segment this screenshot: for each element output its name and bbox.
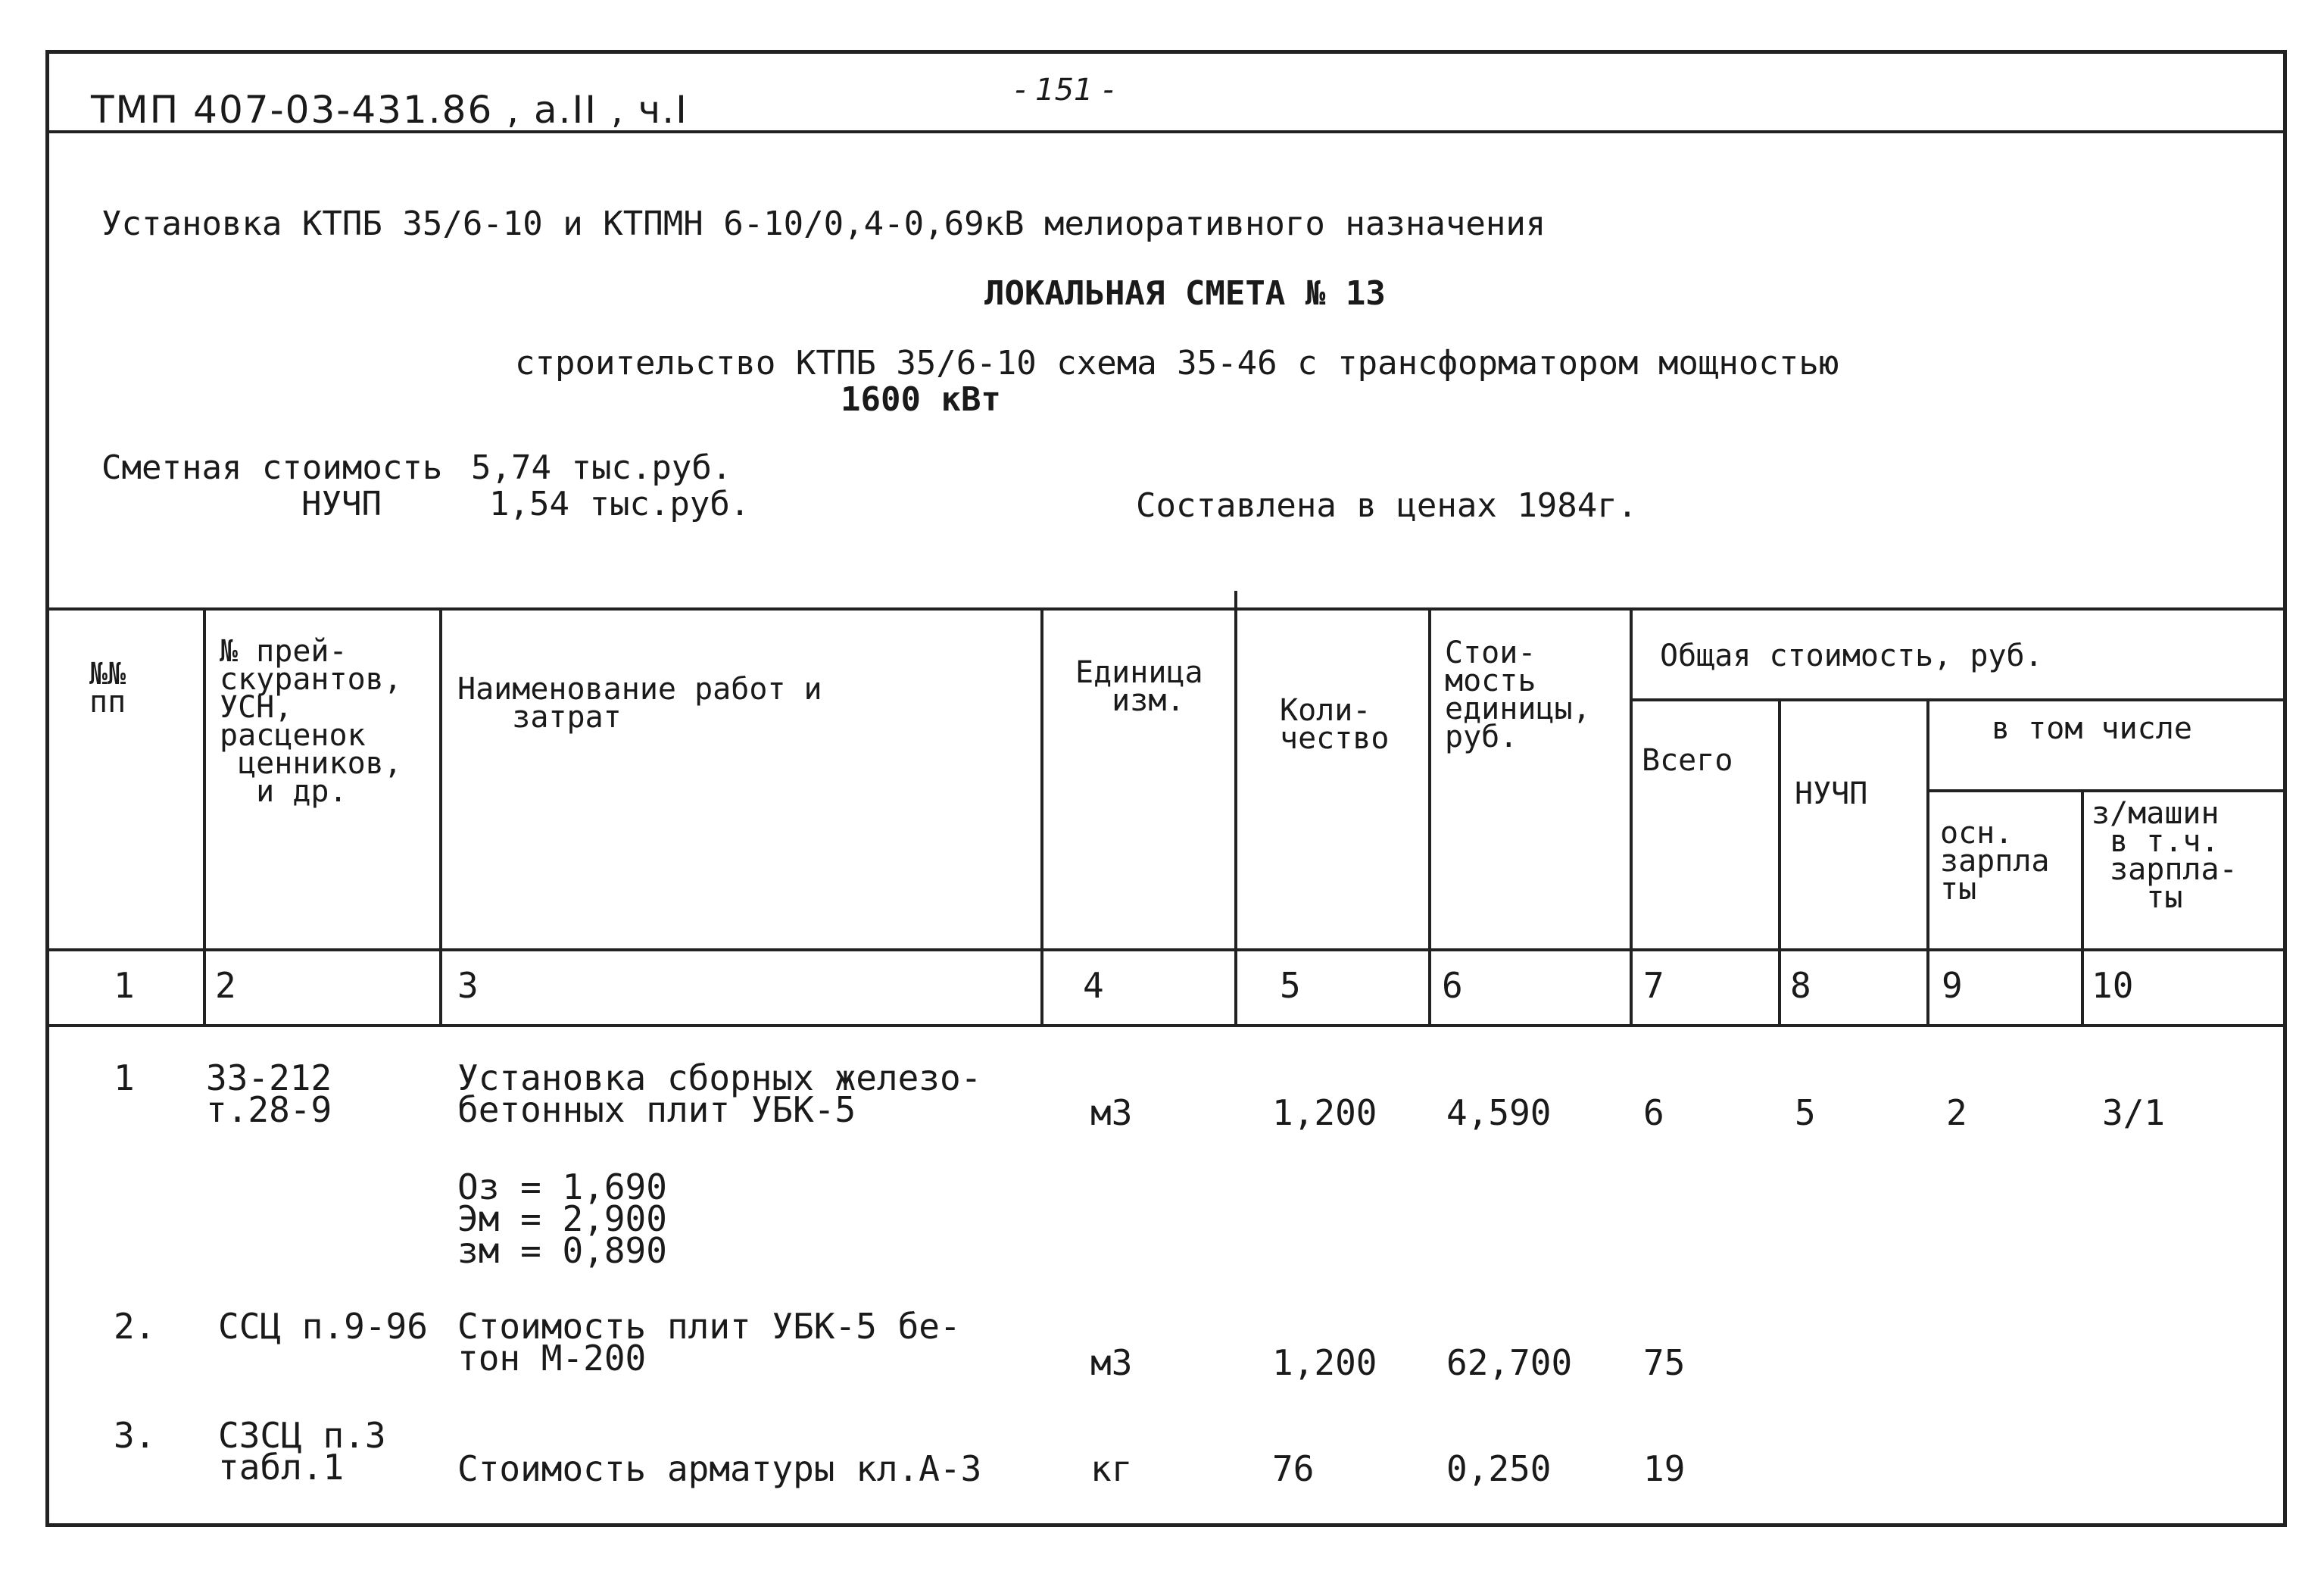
document-code: ТМП 407-03-431.86 , а.II , ч.I	[91, 88, 688, 132]
column-number-6: 6	[1442, 965, 1463, 1006]
header-work-name: Наименование работ и затрат	[457, 672, 822, 735]
column-number-1: 1	[114, 965, 135, 1006]
col-sep-9	[2081, 789, 2084, 1024]
estimate-title: ЛОКАЛЬНАЯ СМЕТА № 13	[984, 274, 1386, 313]
row-2-code: ССЦ п.9-96	[218, 1306, 428, 1347]
row-3-code: СЗСЦ п.3 табл.1	[218, 1415, 386, 1488]
column-number-4: 4	[1083, 965, 1104, 1006]
header-nuchp: НУЧП	[1795, 776, 1868, 811]
col-sep-1	[203, 607, 206, 1024]
col-sep-8	[1926, 698, 1929, 1024]
col-sep-2	[439, 607, 442, 1024]
column-number-9: 9	[1942, 965, 1963, 1006]
row-1-code: 33-212 т.28-9	[206, 1057, 332, 1130]
header-base-wages: осн. зарпла ты	[1940, 816, 2050, 907]
col-sep-6	[1630, 607, 1633, 1024]
row-2-quantity: 1,200	[1272, 1342, 1377, 1383]
row-1-unit-cost: 4,590	[1446, 1092, 1552, 1133]
row-1-total: 6	[1643, 1092, 1664, 1133]
row-1-nuchp: 5	[1795, 1092, 1816, 1133]
row-3-number: 3.	[114, 1415, 156, 1456]
col-sep-5	[1428, 607, 1431, 1024]
row-2-total: 75	[1643, 1342, 1686, 1383]
row-2-name: Стоимость плит УБК-5 бе- тон М-200	[457, 1306, 961, 1379]
row-2-unit-cost: 62,700	[1446, 1342, 1573, 1383]
row-1-base-wages: 2	[1946, 1092, 1967, 1133]
header-machine-costs: з/машин в т.ч. зарпла- ты	[2092, 796, 2238, 915]
row-3-unit-cost: 0,250	[1446, 1448, 1552, 1489]
subject-line-1: строительство КТПБ 35/6-10 схема 35-46 с трансформатором мощностью	[515, 344, 1839, 383]
nuchp-label: НУЧП	[301, 485, 382, 523]
header-unit: Единица изм.	[1075, 655, 1203, 718]
header-price-list-ref: № прей- скурантов, УСН, расценок ценников, и др.	[220, 634, 402, 809]
column-number-3: 3	[457, 965, 479, 1006]
header-quantity: Коли- чество	[1280, 693, 1390, 756]
total-group-divider	[1630, 698, 2287, 701]
row-1-number: 1	[114, 1057, 135, 1098]
column-number-7: 7	[1643, 965, 1664, 1006]
header-row-number: №№ пп	[89, 657, 126, 720]
row-1-formula: Оз = 1,690 Эм = 2,900 зм = 0,890	[457, 1166, 667, 1271]
col-sep-7	[1778, 698, 1781, 1024]
estimated-cost-value: 5,74 тыс.руб.	[471, 448, 732, 487]
row-1-machine-costs: 3/1	[2102, 1092, 2166, 1133]
column-number-5: 5	[1280, 965, 1301, 1006]
header-unit-cost: Стои- мость единицы, руб.	[1445, 636, 1591, 754]
column-number-10: 10	[2092, 965, 2134, 1006]
title-line: Установка КТПБ 35/6-10 и КТПМН 6-10/0,4-0,69кВ мелиоративного назначения	[101, 205, 1546, 243]
col-sep-3	[1040, 607, 1043, 1024]
nuchp-value: 1,54 тыс.руб.	[489, 485, 750, 523]
column-numbers-top	[45, 948, 2287, 951]
row-1-quantity: 1,200	[1272, 1092, 1377, 1133]
row-1-name: Установка сборных железо- бетонных плит УБК-5	[457, 1057, 982, 1130]
prices-note: Составлена в ценах 1984г.	[1136, 486, 1638, 525]
header-total-group: Общая стоимость, руб.	[1660, 639, 2043, 673]
row-3-unit: кг	[1090, 1448, 1133, 1489]
subject-line-2: 1600 кВт	[841, 380, 1001, 419]
page-number: - 151 -	[1015, 73, 1114, 108]
including-group-divider	[1926, 789, 2287, 792]
column-number-8: 8	[1790, 965, 1811, 1006]
estimated-cost-label: Сметная стоимость	[101, 448, 443, 487]
header-total: Всего	[1642, 743, 1733, 778]
row-2-unit: м3	[1090, 1342, 1133, 1383]
column-numbers-bottom	[45, 1024, 2287, 1027]
row-3-total: 19	[1643, 1448, 1686, 1489]
row-2-number: 2.	[114, 1306, 156, 1347]
header-including-group: в том числе	[1992, 711, 2192, 746]
row-3-name: Стоимость арматуры кл.А-3	[457, 1448, 982, 1489]
row-3-quantity: 76	[1272, 1448, 1315, 1489]
row-1-unit: м3	[1090, 1092, 1133, 1133]
table-top-border	[45, 607, 2287, 611]
column-number-2: 2	[215, 965, 236, 1006]
col-sep-4	[1234, 591, 1237, 1024]
